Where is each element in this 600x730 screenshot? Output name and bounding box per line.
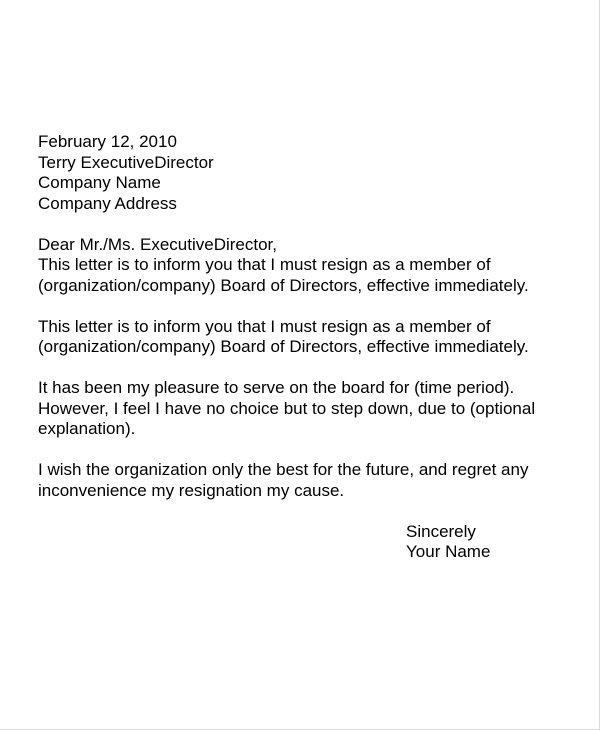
recipient-company: Company Name (38, 173, 161, 192)
paragraph-line: (organization/company) Board of Directors, effective immediately. (38, 275, 529, 295)
paragraph-reason (38, 378, 578, 440)
salutation: Dear Mr./Ms. ExecutiveDirector, (38, 234, 278, 254)
paragraph-line: However, I feel I have no choice but to step down, due to (optional (38, 398, 536, 418)
paragraph-line: This letter is to inform you that I must resign as a member of (38, 255, 491, 274)
paragraph-line: It has been my pleasure to serve on the board for (time period). (38, 378, 515, 397)
letter-date: February 12, 2010 (38, 132, 177, 151)
recipient-address-block (38, 153, 578, 215)
paragraph-line: (organization/company) Board of Directors, effective immediately. (38, 337, 529, 356)
paragraph-line: explanation). (38, 419, 136, 438)
paragraph-line: inconvenience my resignation my cause. (38, 480, 345, 500)
paragraph-resignation-notice-repeat (38, 317, 578, 358)
paragraph-line: I wish the organization only the best for the future, and regret any (38, 460, 529, 479)
paragraph-well-wishes (38, 460, 578, 501)
paragraph-resignation-notice (38, 255, 578, 296)
resignation-letter (38, 132, 578, 563)
signature-name: Your Name (406, 542, 491, 561)
paragraph-line: This letter is to inform you that I must resign as a member of (38, 316, 491, 336)
closing: Sincerely (406, 521, 476, 541)
recipient-address: Company Address (38, 193, 177, 213)
signoff-block (406, 522, 578, 563)
recipient-name: Terry ExecutiveDirector (38, 152, 214, 172)
